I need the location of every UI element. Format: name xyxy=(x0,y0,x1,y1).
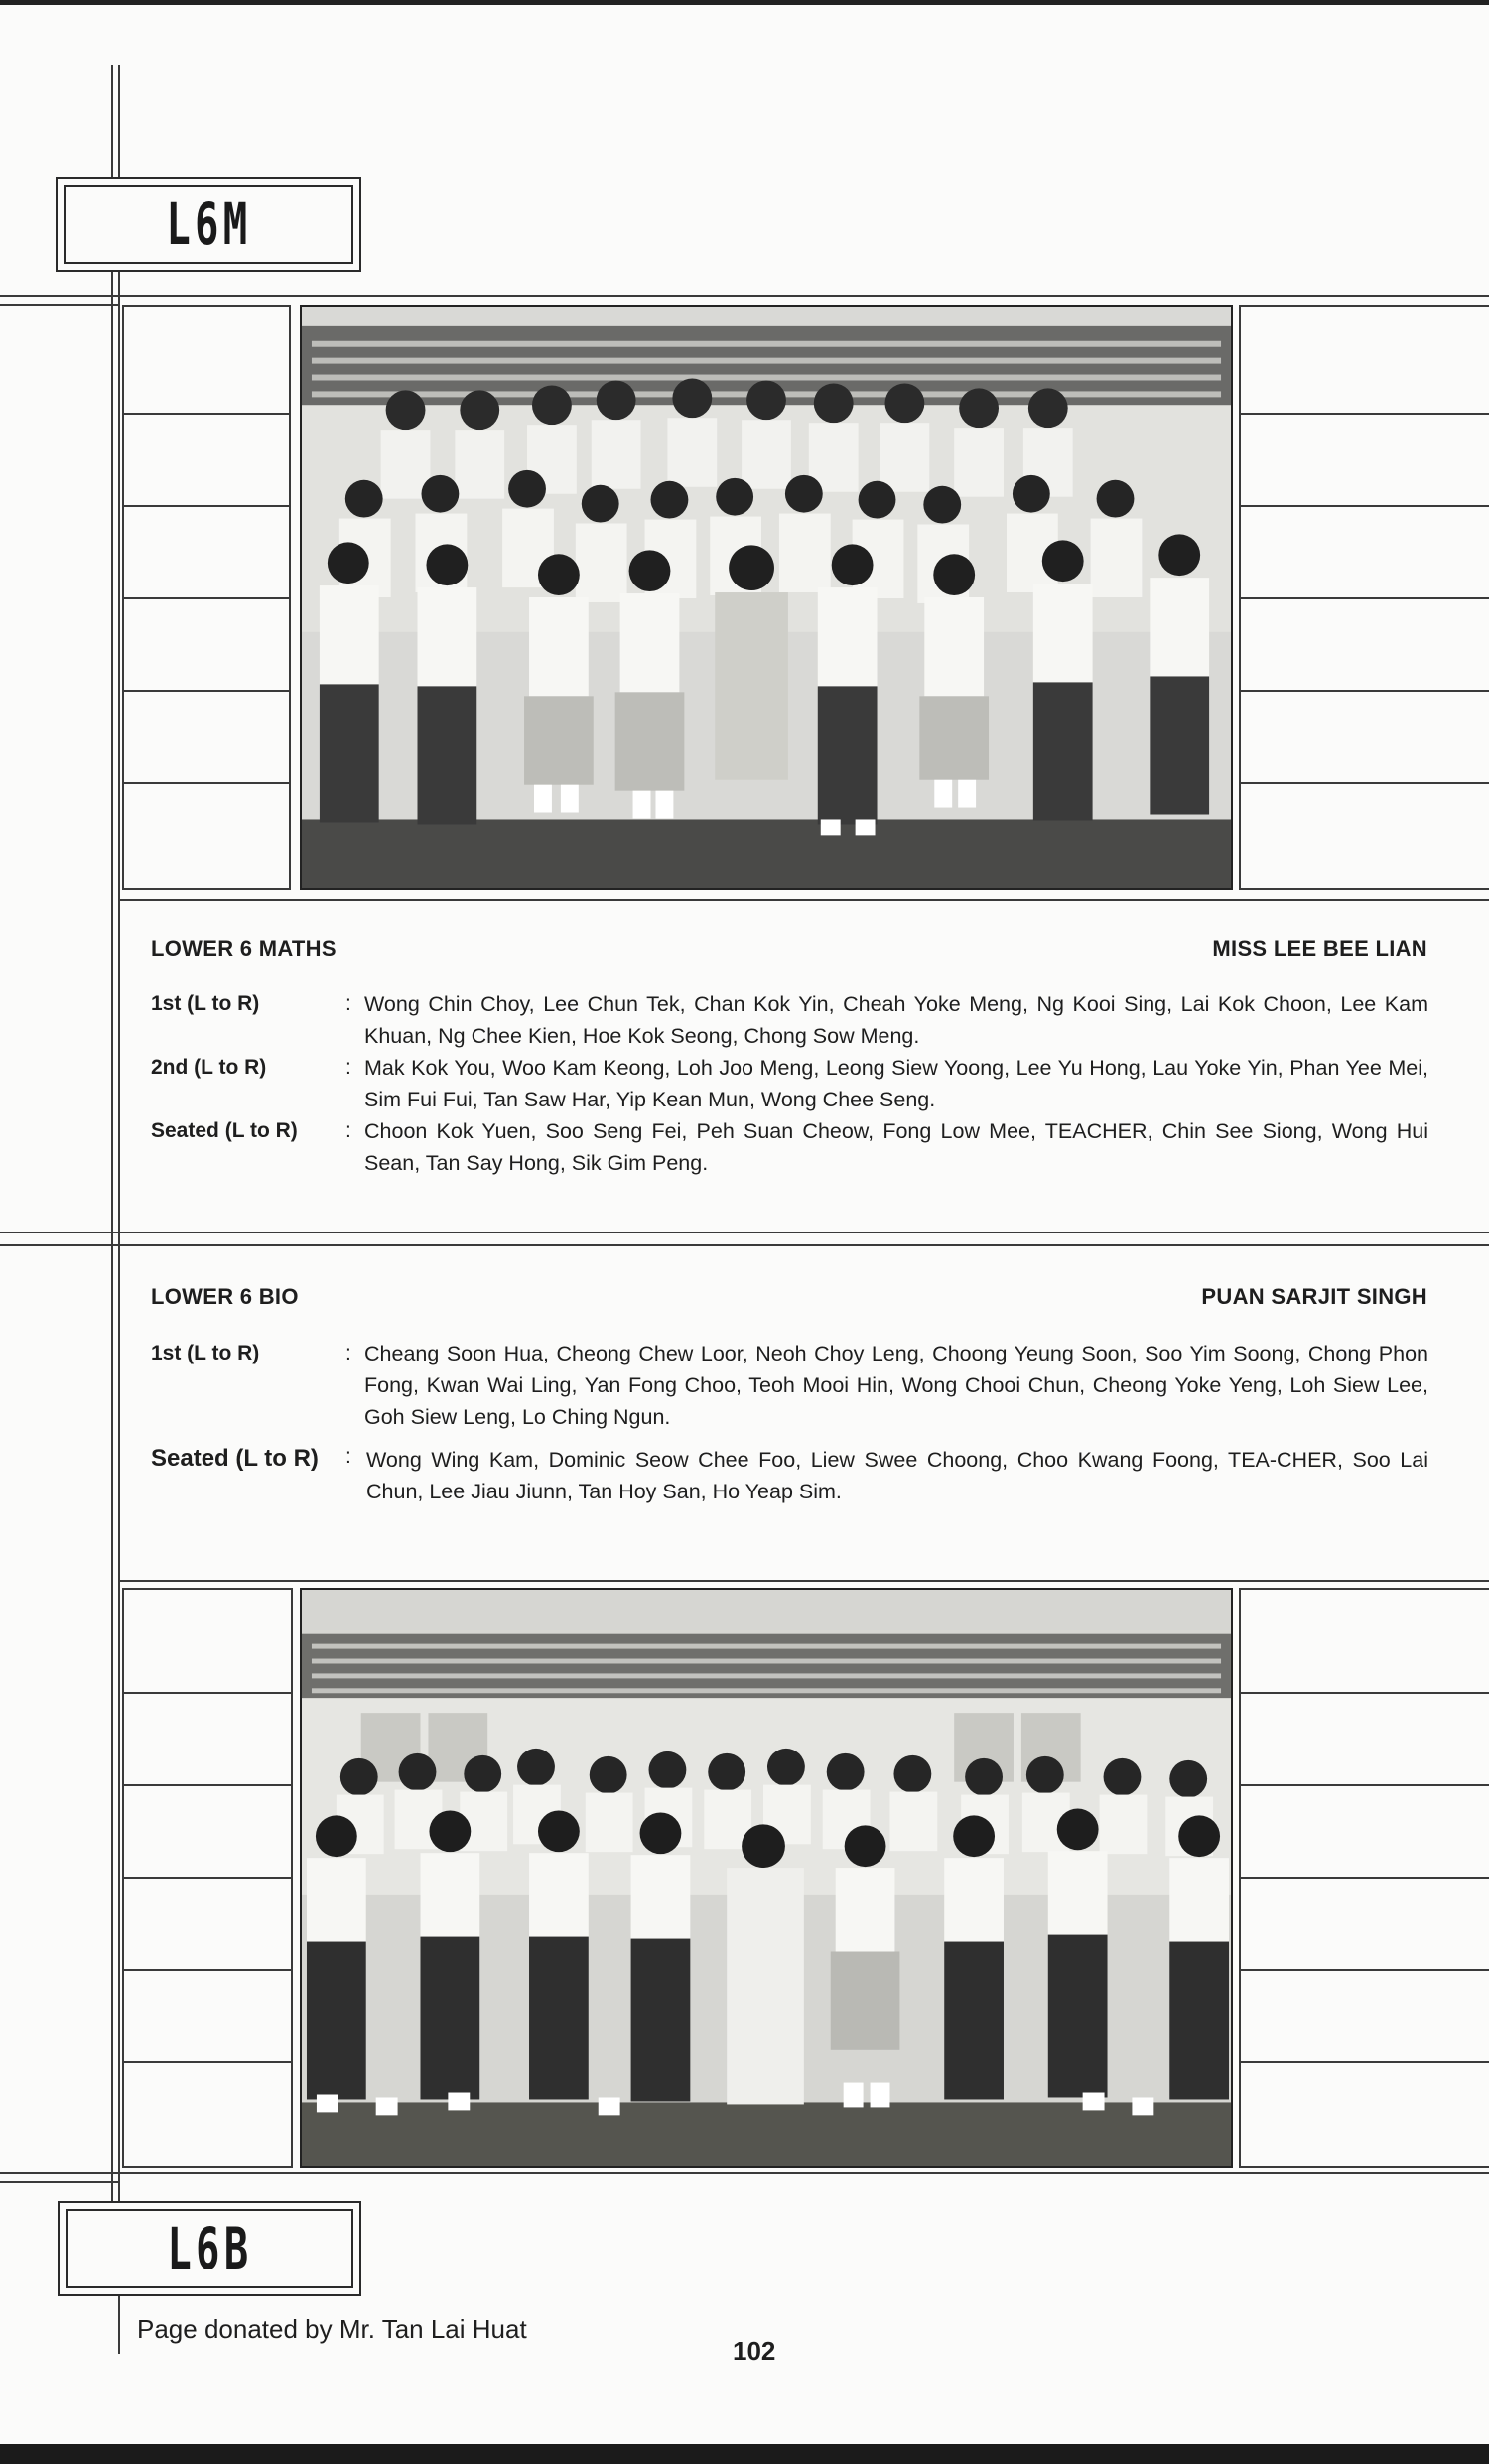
class-label-text: L6M xyxy=(166,191,251,258)
row-label: Seated (L to R) xyxy=(151,1119,298,1142)
frame-line xyxy=(118,270,120,2354)
frame-line xyxy=(111,270,113,2235)
frame-line xyxy=(0,1244,1489,1246)
frame-line xyxy=(0,295,1489,297)
class-photo-lower-6-maths xyxy=(300,305,1233,890)
frame-line xyxy=(118,65,120,179)
frame-line xyxy=(0,304,119,306)
page-number: 102 xyxy=(733,2336,776,2366)
page-bottom-edge xyxy=(0,2444,1489,2464)
section-teacher: MISS LEE BEE LIAN xyxy=(1212,936,1427,961)
donation-credit: Page donated by Mr. Tan Lai Huat xyxy=(137,2314,527,2344)
row-colon: : xyxy=(345,1056,351,1079)
row-label: Seated (L to R) xyxy=(151,1445,319,1472)
section-title: LOWER 6 BIO xyxy=(151,1284,299,1309)
side-panel-left xyxy=(122,1588,293,2168)
page-top-edge xyxy=(0,0,1489,5)
class-label-bottom xyxy=(58,2201,361,2296)
section-teacher: PUAN SARJIT SINGH xyxy=(1201,1284,1427,1309)
frame-line xyxy=(118,1580,1489,1582)
class-label-text: L6B xyxy=(167,2215,252,2282)
row-colon: : xyxy=(345,1445,351,1468)
frame-line xyxy=(111,65,113,179)
row-names: Wong Chin Choy, Lee Chun Tek, Chan Kok Yin, Cheah Yoke Meng, Ng Kooi Sing, Lai Kok Choon, Lee Kam Khuan, Ng Chee Kien, Hoe Kok Seong, Chong Sow Meng. xyxy=(364,992,1428,1048)
row-label: 1st (L to R) xyxy=(151,1342,260,1364)
row-label: 1st (L to R) xyxy=(151,992,260,1015)
frame-line xyxy=(0,1232,1489,1233)
side-panel-right xyxy=(1239,305,1489,890)
side-panel-left xyxy=(122,305,291,890)
row-colon: : xyxy=(345,992,351,1015)
row-label: 2nd (L to R) xyxy=(151,1056,267,1079)
row-names: Mak Kok You, Woo Kam Keong, Loh Joo Meng, Leong Siew Yoong, Lee Yu Hong, Lau Yoke Yin, Phan Yee Mei, Sim Fui Fui, Tan Saw Har, Yip Kean Mun, Wong Chee Seng. xyxy=(364,1056,1428,1111)
row-colon: : xyxy=(345,1119,351,1142)
frame-line xyxy=(0,2181,119,2183)
frame-line xyxy=(0,2172,1489,2174)
section-title: LOWER 6 MATHS xyxy=(151,936,337,961)
class-label-top xyxy=(56,177,361,272)
row-colon: : xyxy=(345,1342,351,1364)
row-names: Choon Kok Yuen, Soo Seng Fei, Peh Suan Cheow, Fong Low Mee, TEACHER, Chin See Siong, Wong Hui Sean, Tan Say Hong, Sik Gim Peng. xyxy=(364,1119,1428,1175)
frame-line xyxy=(118,899,1489,901)
class-photo-lower-6-bio xyxy=(300,1588,1233,2168)
row-names: Cheang Soon Hua, Cheong Chew Loor, Neoh Choy Leng, Choong Yeung Soon, Soo Yim Soong, Chong Phon Fong, Kwan Wai Ling, Yan Fong Choo, Teoh Mooi Hin, Wong Chooi Chun, Cheong Yoke Yeng, Loh Siew Lee, Goh Siew Leng, Lo Ching Ngun. xyxy=(364,1342,1428,1429)
side-panel-right xyxy=(1239,1588,1489,2168)
row-names: Wong Wing Kam, Dominic Seow Chee Foo, Liew Swee Choong, Choo Kwang Foong, TEA-CHER, Soo Lai Chun, Lee Jiau Jiunn, Tan Hoy San, Ho Yeap Sim. xyxy=(366,1448,1428,1503)
